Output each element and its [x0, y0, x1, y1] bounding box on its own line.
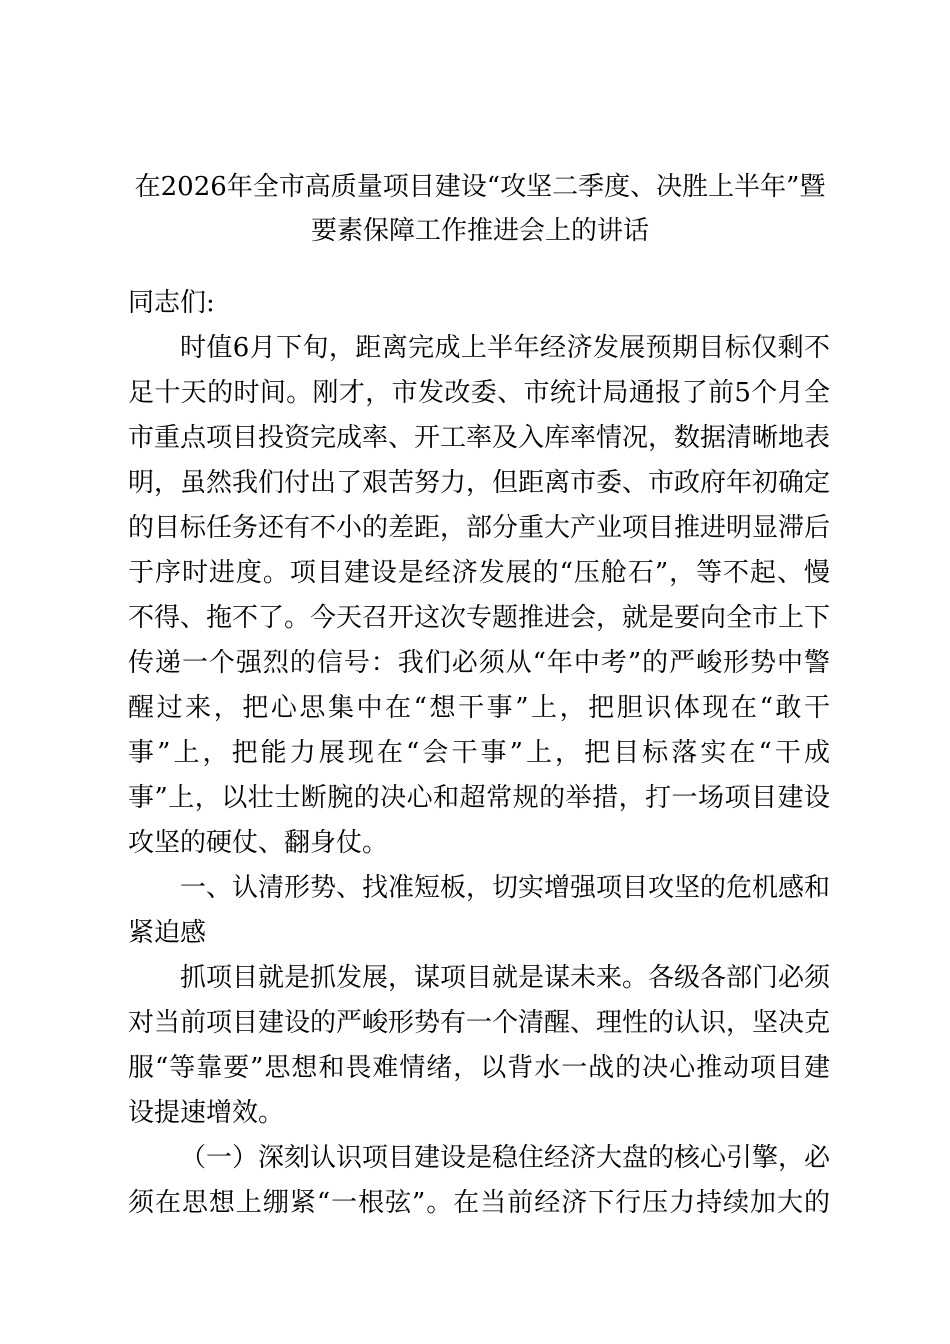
body-line: 服“等靠要”思想和畏难情绪，以背水一战的决心推动项目建 [128, 1053, 830, 1083]
body-line: 攻坚的硬仗、翻身仗。 [128, 828, 389, 858]
body-line: 的目标任务还有不小的差距，部分重大产业项目推进明显滞后 [128, 513, 831, 543]
body-line: 传递一个强烈的信号：我们必须从“年中考”的严峻形势中警 [128, 648, 830, 678]
section-heading-line: 一、认清形势、找准短板，切实增强项目攻坚的危机感和 [180, 873, 831, 903]
document-title-line-1: 在2026年全市高质量项目建设“攻坚二季度、决胜上半年”暨 [134, 172, 826, 202]
body-line: 明，虽然我们付出了艰苦努力，但距离市委、市政府年初确定 [128, 468, 831, 498]
body-line: 醒过来，把心思集中在“想干事”上，把胆识体现在“敢干 [128, 693, 830, 723]
body-line: 不得、拖不了。今天召开这次专题推进会，就是要向全市上下 [128, 603, 831, 633]
body-line: 事”上，把能力展现在“会干事”上，把目标落实在“干成 [128, 738, 830, 768]
body-line: 设提速增效。 [128, 1098, 285, 1128]
subsection-line: 须在思想上绷紧“一根弦”。在当前经济下行压力持续加大的 [128, 1188, 830, 1218]
salutation: 同志们: [128, 288, 215, 318]
body-line: 抓项目就是抓发展，谋项目就是谋未来。各级各部门必须 [180, 963, 831, 993]
body-line: 市重点项目投资完成率、开工率及入库率情况，数据清晰地表 [128, 423, 831, 453]
body-line: 于序时进度。项目建设是经济发展的“压舱石”，等不起、慢 [128, 558, 830, 588]
section-heading-line: 紧迫感 [128, 918, 207, 948]
body-line: 事”上，以壮士断腕的决心和超常规的举措，打一场项目建设 [128, 783, 830, 813]
body-line: 时值6月下旬，距离完成上半年经济发展预期目标仅剩不 [180, 333, 830, 363]
body-line: 足十天的时间。刚才，市发改委、市统计局通报了前5个月全 [128, 378, 830, 408]
document-title-line-2: 要素保障工作推进会上的讲话 [310, 216, 649, 246]
body-line: 对当前项目建设的严峻形势有一个清醒、理性的认识，坚决克 [128, 1008, 831, 1038]
subsection-line: （一）深刻认识项目建设是稳住经济大盘的核心引擎，必 [180, 1143, 831, 1173]
